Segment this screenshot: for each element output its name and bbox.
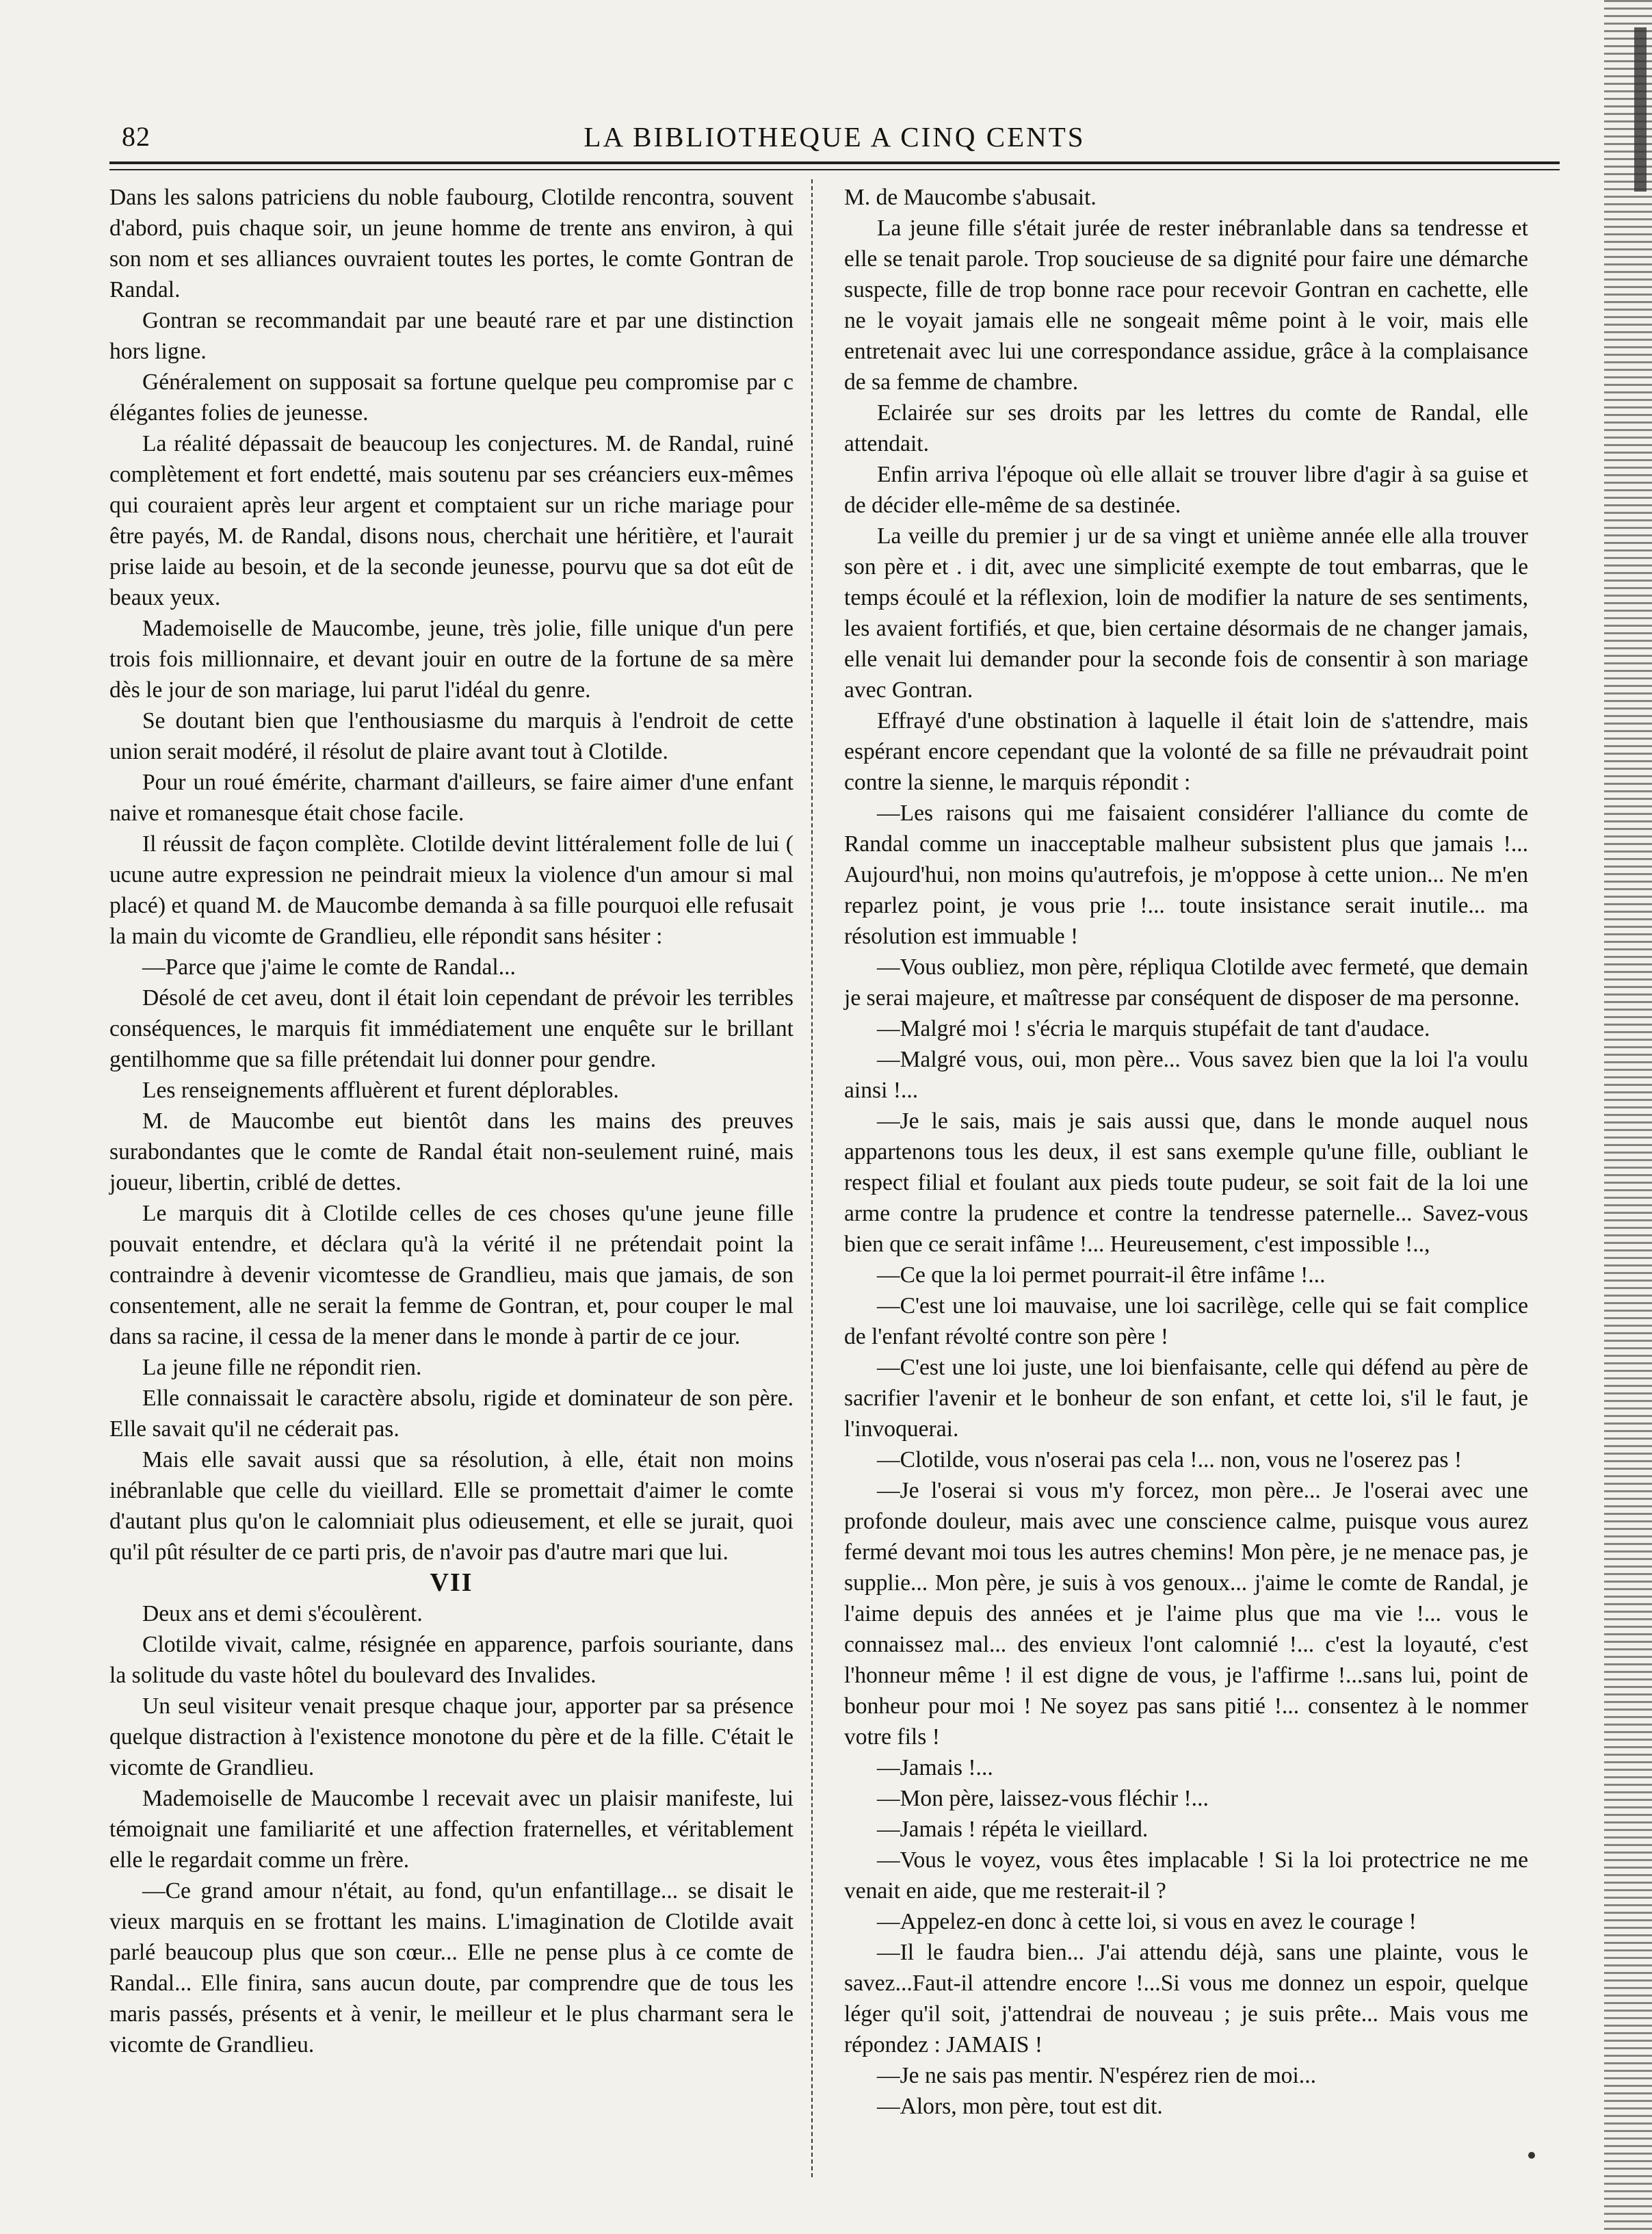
running-title: LA BIBLIOTHEQUE A CINQ CENTS	[584, 121, 1086, 153]
paragraph: —Appelez-en donc à cette loi, si vous en avez le courage !	[877, 1909, 1417, 1934]
paragraph: Deux ans et demi s'écoulèrent.	[142, 1601, 423, 1626]
paragraph: —Jamais ! répéta le vieillard.	[877, 1817, 1149, 1842]
paragraph: Mais elle savait aussi que sa résolution, à elle, était non moins inébranlable que celle du vieillard. Elle se promettait d'aimer le comte d'autant plus qu'on le calomniait plus odieusement, et elle se jurait, quoi qu'il pût résulter de ce parti pris, de n'avoir pas d'autre mari que lui.	[109, 1447, 794, 1565]
paragraph: —Je ne sais pas mentir. N'espérez rien de moi...	[877, 2063, 1316, 2088]
paragraph: —Clotilde, vous n'oserai pas cela !... non, vous ne l'oserez pas !	[877, 1447, 1463, 1472]
paragraph: Mademoiselle de Maucombe, jeune, très jolie, fille unique d'un pere trois fois millionnaire, et devant jouir en outre de la fortune de sa mère dès le jour de son mariage, lui parut l'idéal du genre.	[109, 616, 794, 703]
right-column	[844, 182, 1528, 2122]
column-divider	[811, 179, 813, 2177]
paragraph: —Malgré moi ! s'écria le marquis stupéfait de tant d'audace.	[877, 1016, 1430, 1041]
chapter-heading: VII	[430, 1568, 473, 1597]
paragraph: Se doutant bien que l'enthousiasme du marquis à l'endroit de cette union serait modéré, il résolut de plaire avant tout à Clotilde.	[109, 708, 794, 764]
paragraph: Eclairée sur ses droits par les lettres du comte de Randal, elle attendait.	[844, 400, 1528, 456]
paragraph: La jeune fille s'était jurée de rester inébranlable dans sa tendresse et elle se tenait parole. Trop soucieuse de sa dignité pour faire une démarche suspecte, fille de trop bonne race pour recevoir Gontran en cachette, elle ne le voyait jamais elle ne songeait même point à le voir, mais elle entretenait avec lui une correspondance assidue, grâce à la complaisance de sa femme de chambre.	[844, 216, 1528, 395]
paragraph: —Ce que la loi permet pourrait-il être infâme !...	[877, 1262, 1326, 1288]
paragraph: La veille du premier j ur de sa vingt et unième année elle alla trouver son père et . i dit, avec une simplicité exempte de tout embarras, que le temps écoulé et la réflexion, loin de modifier la nature de ses sentiments, les avaient fortifiés, et que, bien certaine désormais de ne changer jamais, elle venait lui demander pour la seconde fois de consentir à son mariage avec Gontran.	[844, 523, 1528, 703]
paragraph: Enfin arriva l'époque où elle allait se trouver libre d'agir à sa guise et de décider elle-même de sa destinée.	[844, 462, 1528, 518]
scan-edge-mark	[1634, 27, 1647, 192]
paragraph: La jeune fille ne répondit rien.	[142, 1355, 422, 1380]
scan-edge-noise	[1604, 0, 1652, 2234]
paragraph: —Jamais !...	[877, 1755, 993, 1780]
paragraph: Désolé de cet aveu, dont il était loin cependant de prévoir les terribles conséquences, le marquis fit immédiatement une enquête sur le brillant gentilhomme que sa fille prétendait lui donner pour gendre.	[109, 985, 794, 1072]
paragraph: —Malgré vous, oui, mon père... Vous savez bien que la loi l'a voulu ainsi !...	[844, 1047, 1528, 1103]
ink-spot	[1528, 2152, 1535, 2159]
paragraph: Généralement on supposait sa fortune quelque peu compromise par c élégantes folies de jeunesse.	[109, 369, 794, 426]
paragraph: —Parce que j'aime le comte de Randal...	[142, 954, 516, 980]
paragraph: —C'est une loi juste, une loi bienfaisante, celle qui défend au père de sacrifier l'avenir et le bonheur de son enfant, et cette loi, s'il le faut, je l'invoquerai.	[844, 1355, 1528, 1442]
page-number: 82	[122, 121, 150, 152]
paragraph: Il réussit de façon complète. Clotilde devint littéralement folle de lui ( ucune autre expression ne peindrait mieux la violence d'un amour si mal placé) et quand M. de Maucombe demanda à sa fille pourquoi elle refusait la main du vicomte de Grandlieu, elle répondit sans hésiter :	[109, 831, 794, 949]
left-column	[109, 182, 794, 2060]
paragraph: Un seul visiteur venait presque chaque jour, apporter par sa présence quelque distraction à l'existence monotone du père et de la fille. C'était le vicomte de Grandlieu.	[109, 1693, 794, 1780]
paragraph: Elle connaissait le caractère absolu, rigide et dominateur de son père. Elle savait qu'il ne céderait pas.	[109, 1386, 794, 1442]
paragraph: —Vous le voyez, vous êtes implacable ! Si la loi protectrice ne me venait en aide, que me resterait-il ?	[844, 1847, 1528, 1904]
page-header	[109, 120, 1560, 155]
paragraph: —Je le sais, mais je sais aussi que, dans le monde auquel nous appartenons tous les deux, il est sans exemple qu'une fille, oubliant le respect filial et foulant aux pieds toute pudeur, se soit fait de la loi une arme contre la prudence et contre la tendresse paternelle... Savez-vous bien que ce serait infâme !... Heureusement, c'est impossible !..,	[844, 1108, 1528, 1257]
paragraph: Gontran se recommandait par une beauté rare et par une distinction hors ligne.	[109, 308, 794, 364]
header-rule-thin	[109, 169, 1560, 170]
paragraph: Effrayé d'une obstination à laquelle il était loin de s'attendre, mais espérant encore cependant que la volonté de sa fille ne prévaudrait point contre la sienne, le marquis répondit :	[844, 708, 1528, 795]
paragraph: M. de Maucombe eut bientôt dans les mains des preuves surabondantes que le comte de Randal était non-seulement ruiné, mais joueur, libertin, criblé de dettes.	[109, 1108, 794, 1195]
paragraph: Dans les salons patriciens du noble faubourg, Clotilde rencontra, souvent d'abord, puis chaque soir, un jeune homme de trente ans environ, à qui son nom et ses alliances ouvraient toutes les portes, le comte Gontran de Randal.	[109, 185, 794, 302]
paragraph: —Mon père, laissez-vous fléchir !...	[877, 1786, 1209, 1811]
paragraph: Le marquis dit à Clotilde celles de ces choses qu'une jeune fille pouvait entendre, et déclara qu'à la vérité il ne prétendait point la contraindre à devenir vicomtesse de Grandlieu, mais que jamais, de son consentement, alle ne serait la femme de Gontran, et, pour couper le mal dans sa racine, il cessa de la mener dans le monde à partir de ce jour.	[109, 1201, 794, 1349]
paragraph: Pour un roué émérite, charmant d'ailleurs, se faire aimer d'une enfant naive et romanesque était chose facile.	[109, 770, 794, 826]
paragraph: Les renseignements affluèrent et furent déplorables.	[142, 1078, 619, 1103]
paragraph: —C'est une loi mauvaise, une loi sacrilège, celle qui se fait complice de l'enfant révolté contre son père !	[844, 1293, 1528, 1349]
paragraph: —Les raisons qui me faisaient considérer l'alliance du comte de Randal comme un inacceptable malheur subsistent plus que jamais !... Aujourd'hui, non moins qu'autrefois, je m'oppose à cette union... Ne m'en reparlez point, je vous prie !... toute insistance serait inutile... ma résolution est immuable !	[844, 801, 1528, 949]
paragraph: —Il le faudra bien... J'ai attendu déjà, sans une plainte, vous le savez...Faut-il attendre encore !...Si vous me donnez un espoir, quelque léger qu'il soit, j'attendrai de nouveau ; je suis prête... Mais vous me répondez : JAMAIS !	[844, 1940, 1528, 2057]
paragraph: La réalité dépassait de beaucoup les conjectures. M. de Randal, ruiné complètement et fort endetté, mais soutenu par ses créanciers eux-mêmes qui couraient après leur argent et comptaient sur un riche mariage pour être payés, M. de Randal, disons nous, cherchait une héritière, et l'aurait prise laide au besoin, et de la seconde jeunesse, pourvu que sa dot eût de beaux yeux.	[109, 431, 794, 610]
paragraph: —Vous oubliez, mon père, répliqua Clotilde avec fermeté, que demain je serai majeure, et maîtresse par conséquent de disposer de ma personne.	[844, 954, 1528, 1011]
paragraph: —Je l'oserai si vous m'y forcez, mon père... Je l'oserai avec une profonde douleur, mais avec une conscience calme, puisque vous aurez fermé devant moi tous les autres chemins! Mon père, je ne menace pas, je supplie... Mon père, je suis à vos genoux... j'aime le comte de Randal, je l'aime depuis des années et je l'aime plus que ma vie !... vous le connaissez mal... des envieux l'ont calomnié !... c'est la loyauté, c'est l'honneur même ! il est digne de vous, je l'affirme !...sans lui, point de bonheur pour moi ! Ne soyez pas sans pitié !... consentez à le nommer votre fils !	[844, 1478, 1528, 1750]
paragraph: Clotilde vivait, calme, résignée en apparence, parfois souriante, dans la solitude du vaste hôtel du boulevard des Invalides.	[109, 1632, 794, 1688]
paragraph: M. de Maucombe s'abusait.	[844, 185, 1097, 210]
paragraph: —Alors, mon père, tout est dit.	[877, 2094, 1163, 2119]
header-rule-thick	[109, 161, 1560, 164]
paragraph: Mademoiselle de Maucombe l recevait avec un plaisir manifeste, lui témoignait une familiarité et une affection fraternelles, et véritablement elle le regardait comme un frère.	[109, 1786, 794, 1873]
paragraph: —Ce grand amour n'était, au fond, qu'un enfantillage... se disait le vieux marquis en se frottant les mains. L'imagination de Clotilde avait parlé beaucoup plus que son cœur... Elle ne pense plus à ce comte de Randal... Elle finira, sans aucun doute, par comprendre que de tous les maris passés, présents et à venir, le meilleur et le plus charmant sera le vicomte de Grandlieu.	[109, 1878, 794, 2057]
